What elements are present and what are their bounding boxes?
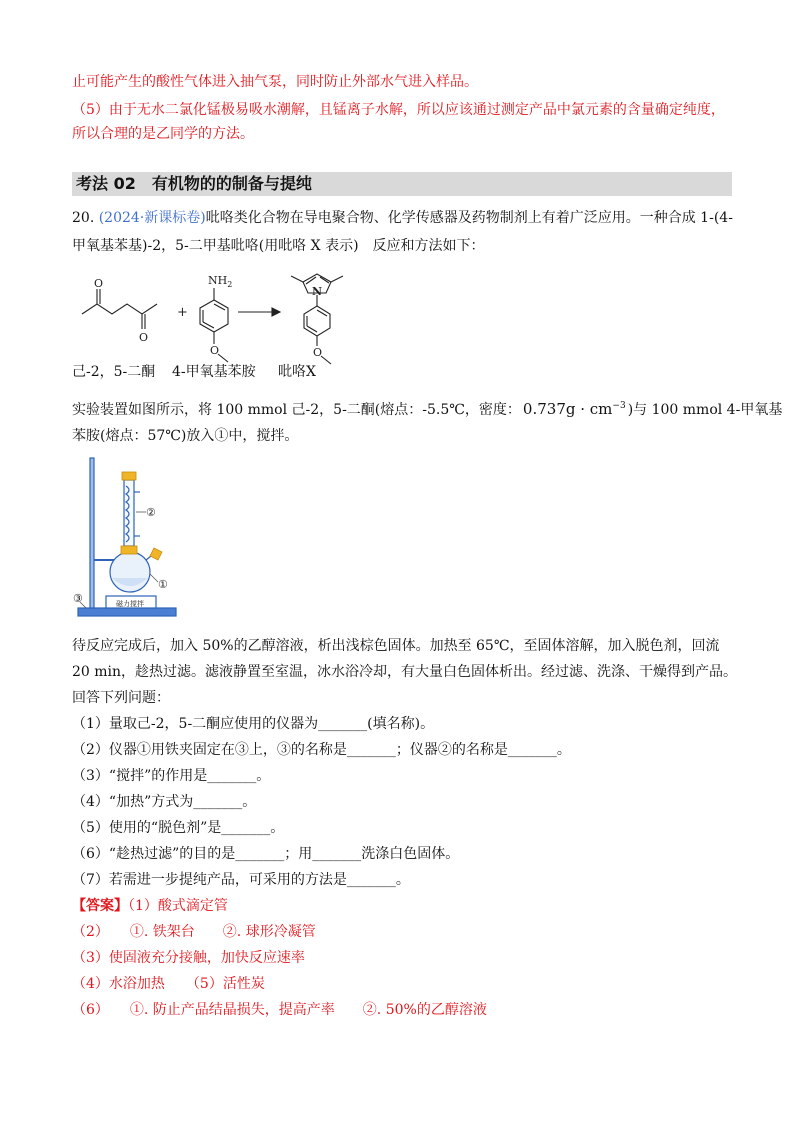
label-reactant-2: 4-甲氧基苯胺 bbox=[172, 364, 256, 380]
label-flask: ① bbox=[158, 578, 168, 591]
label-product: 吡咯X bbox=[278, 364, 316, 380]
label-stand: ③ bbox=[73, 592, 83, 605]
procedure-line-2: 20 min，趁热过滤。滤液静置至室温，冰水浴冷却，有大量白色固体析出。经过滤、洗涤、干燥得到产品。 bbox=[72, 664, 738, 680]
flask-neck-joint bbox=[121, 546, 137, 554]
question-intro-text-1: 吡咯类化合物在导电聚合物、化学传感器及药物制剂上有着广泛应用。一种合成 1-(4- bbox=[205, 210, 733, 226]
pyrrole-nitrogen: N bbox=[312, 285, 323, 298]
stand-base bbox=[78, 608, 176, 616]
apparatus-diagram bbox=[72, 452, 182, 622]
answer-line-4: （4）水浴加热 （5）活性炭 bbox=[72, 976, 265, 992]
setup-line-1 bbox=[72, 396, 782, 420]
amine-group: $NH_2$ bbox=[208, 274, 233, 289]
sub-question-6: （6）“趁热过滤”的目的是_______；用_______洗涤白色固体。 bbox=[72, 846, 460, 862]
sub-question-5: （5）使用的“脱色剂”是_______。 bbox=[72, 820, 285, 836]
density-value: $0.737g \cdot cm^{-3}$ bbox=[522, 400, 626, 418]
sub-question-4: （4）“加热”方式为_______。 bbox=[72, 794, 257, 810]
condenser-top-joint bbox=[122, 472, 136, 480]
setup-text-1b: )与 100 mmol 4-甲氧基 bbox=[627, 402, 783, 418]
procedure-line-3: 回答下列问题： bbox=[72, 690, 170, 706]
answer-text-1: （1）酸式滴定管 bbox=[128, 898, 228, 914]
prev-answer-line-2: （5）由于无水二氯化锰极易吸水潮解，且锰离子水解，所以应该通过测定产品中氯元素的含量确定纯度， bbox=[72, 102, 725, 118]
plus-sign: + bbox=[177, 305, 188, 320]
sub-question-3: （3）“搅拌”的作用是_______。 bbox=[72, 768, 271, 784]
question-intro-line-1 bbox=[72, 208, 733, 228]
sub-question-2: （2）仪器①用铁夹固定在③上，③的名称是_______；仪器②的名称是_______。 bbox=[72, 742, 571, 758]
procedure-line-1: 待反应完成后，加入 50%的乙醇溶液，析出浅棕色固体。加热至 65℃，至固体溶解，加入脱色剂，回流 bbox=[72, 638, 720, 654]
dione-skeleton bbox=[82, 304, 157, 314]
side-neck-stopper bbox=[150, 548, 162, 560]
setup-text-1a: 实验装置如图所示，将 100 mmol 己-2，5-二酮(熔点：-5.5℃，密度： bbox=[72, 402, 521, 418]
product-oxygen: O bbox=[313, 346, 323, 359]
section-heading bbox=[72, 172, 732, 196]
setup-line-2: 苯胺(熔点：57℃)放入①中，搅拌。 bbox=[72, 428, 299, 444]
dione-oxygen-2: O bbox=[139, 331, 149, 344]
anisidine-ring bbox=[200, 300, 228, 332]
answer-tag: 【答案】 bbox=[72, 898, 128, 914]
prev-answer-line-3: 所以合理的是乙同学的方法。 bbox=[72, 126, 254, 142]
answer-line-2: （2） ①. 铁架台 ②. 球形冷凝管 bbox=[72, 924, 316, 940]
sub-question-7: （7）若需进一步提纯产品，可采用的方法是_______。 bbox=[72, 872, 410, 888]
dione-oxygen-1: O bbox=[94, 277, 104, 290]
answer-line-1 bbox=[72, 896, 228, 916]
question-source: (2024·新课标卷) bbox=[98, 210, 206, 226]
prev-answer-line-1: 止可能产生的酸性气体进入抽气泵，同时防止外部水气进入样品。 bbox=[72, 74, 478, 90]
label-reactant-1: 己-2，5-二酮 bbox=[72, 364, 156, 380]
question-number: 20. bbox=[72, 210, 95, 226]
question-intro-line-2: 甲氧基苯基)-2，5-二甲基吡咯(用吡咯 X 表示) 反应和方法如下： bbox=[72, 238, 485, 254]
answer-line-5: （6） ①. 防止产品结晶损失，提高产率 ②. 50%的乙醇溶液 bbox=[72, 1002, 487, 1018]
stand-rod bbox=[90, 458, 94, 608]
label-condenser: ② bbox=[146, 506, 156, 519]
stirrer-label: 磁力搅拌 bbox=[116, 600, 144, 608]
answer-line-3: （3）使固液充分接触，加快反应速率 bbox=[72, 950, 305, 966]
sub-question-1: （1）量取己-2，5-二酮应使用的仪器为_______(填名称)。 bbox=[72, 716, 435, 732]
anisidine-oxygen: O bbox=[210, 344, 220, 357]
section-heading-text: 考法 02 有机物的的制备与提纯 bbox=[76, 174, 312, 193]
